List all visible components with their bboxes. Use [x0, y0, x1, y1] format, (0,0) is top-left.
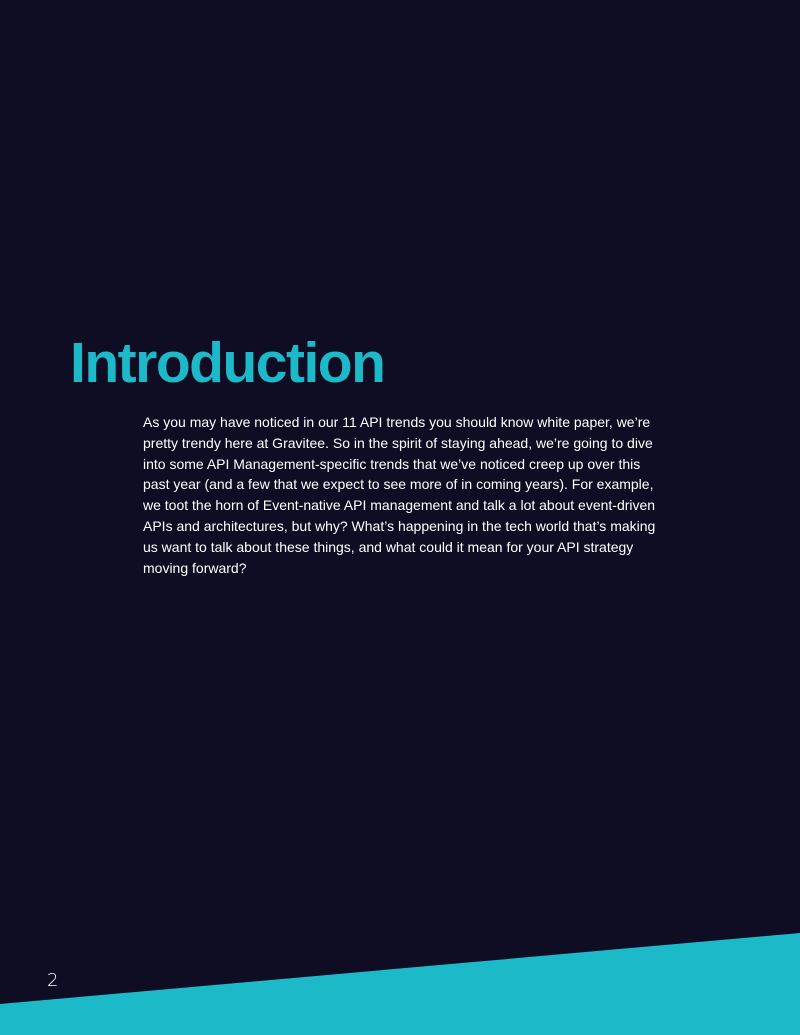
accent-band: [0, 930, 800, 1035]
accent-band-shape: [0, 933, 800, 1035]
page-title: Introduction: [70, 331, 385, 395]
page-number: 2: [47, 970, 59, 991]
intro-paragraph: As you may have noticed in our 11 API trends you should know white paper, we’re pretty trendy here at Gravitee. So in the spirit of staying ahead, we’re going to dive into some API Management-specific trends that we’ve noticed creep up over this past year (and a few that we expect to see more of in coming years). For example, we toot the horn of Event-native API management and talk a lot about event-driven APIs and architectures, but why? What’s happening in the tech world that’s making us want to talk about these things, and what could it mean for your API strategy moving forward?: [143, 414, 656, 576]
